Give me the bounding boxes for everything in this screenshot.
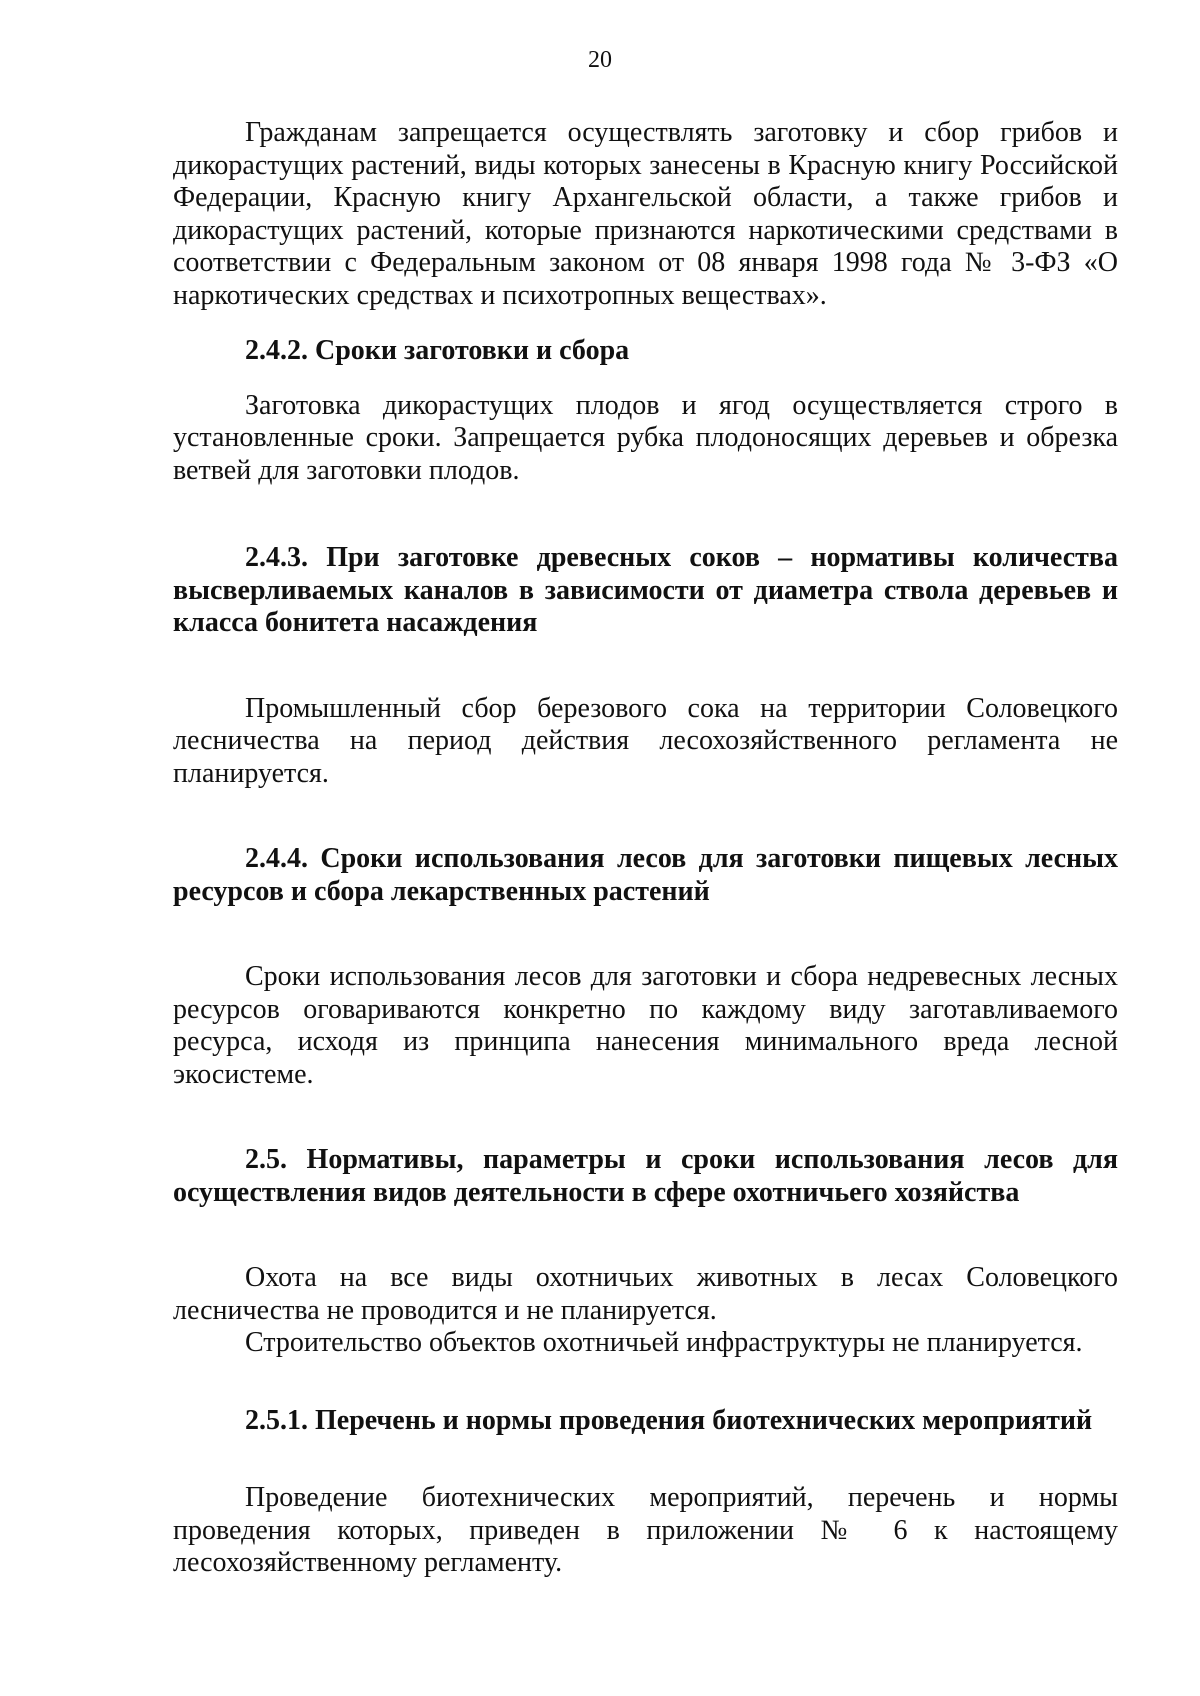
paragraph-prohibition: Гражданам запрещается осуществлять заготовку и сбор грибов и дикорастущих растений, виды которых занесены в Красную книгу Российской Федерации, Красную книгу Архангельской области, а также грибов и дикорастущих растений, которые признаются наркотическими средствами в соответствии с Федеральным законом от 08 января 1998 года № 3-ФЗ «О наркотических средствах и психотропных веществах». <box>173 117 1118 311</box>
paragraph-harvest-terms: Заготовка дикорастущих плодов и ягод осуществляется строго в установленные сроки. Запрещается рубка плодоносящих деревьев и обрезка ветвей для заготовки плодов. <box>173 389 1118 486</box>
heading-2-5: 2.5. Нормативы, параметры и сроки использования лесов для осуществления видов деятельности в сфере охотничьего хозяйства <box>173 1144 1118 1208</box>
heading-2-4-2: 2.4.2. Сроки заготовки и сбора <box>245 335 630 366</box>
document-body <box>173 117 1118 1580</box>
paragraph-birch-sap: Промышленный сбор березового сока на территории Соловецкого лесничества на период действия лесохозяйственного регламента не планируется. <box>173 692 1118 789</box>
paragraph-usage-terms: Сроки использования лесов для заготовки и сбора недревесных лесных ресурсов оговариваются конкретно по каждому виду заготавливаемого ресурса, исходя из принципа нанесения минимального вреда лесной экосистеме. <box>173 961 1118 1090</box>
page-number: 20 <box>588 47 612 73</box>
paragraph-biotechnical: Проведение биотехнических мероприятий, перечень и нормы проведения которых, приведен в приложении № 6 к настоящему лесохозяйственному регламенту. <box>173 1482 1118 1578</box>
heading-2-4-3: 2.4.3. При заготовке древесных соков – нормативы количества высверливаемых каналов в зависимости от диаметра ствола деревьев и класса бонитета насаждения <box>173 542 1118 638</box>
heading-2-4-4: 2.4.4. Сроки использования лесов для заготовки пищевых лесных ресурсов и сбора лекарственных растений <box>173 843 1118 907</box>
heading-2-5-1: 2.5.1. Перечень и нормы проведения биотехнических мероприятий <box>245 1404 1093 1436</box>
paragraph-hunting: Охота на все виды охотничьих животных в лесах Соловецкого лесничества не проводится и не планируется. <box>173 1262 1118 1326</box>
paragraph-hunting-infrastructure: Строительство объектов охотничьей инфраструктуры не планируется. <box>245 1327 1083 1358</box>
